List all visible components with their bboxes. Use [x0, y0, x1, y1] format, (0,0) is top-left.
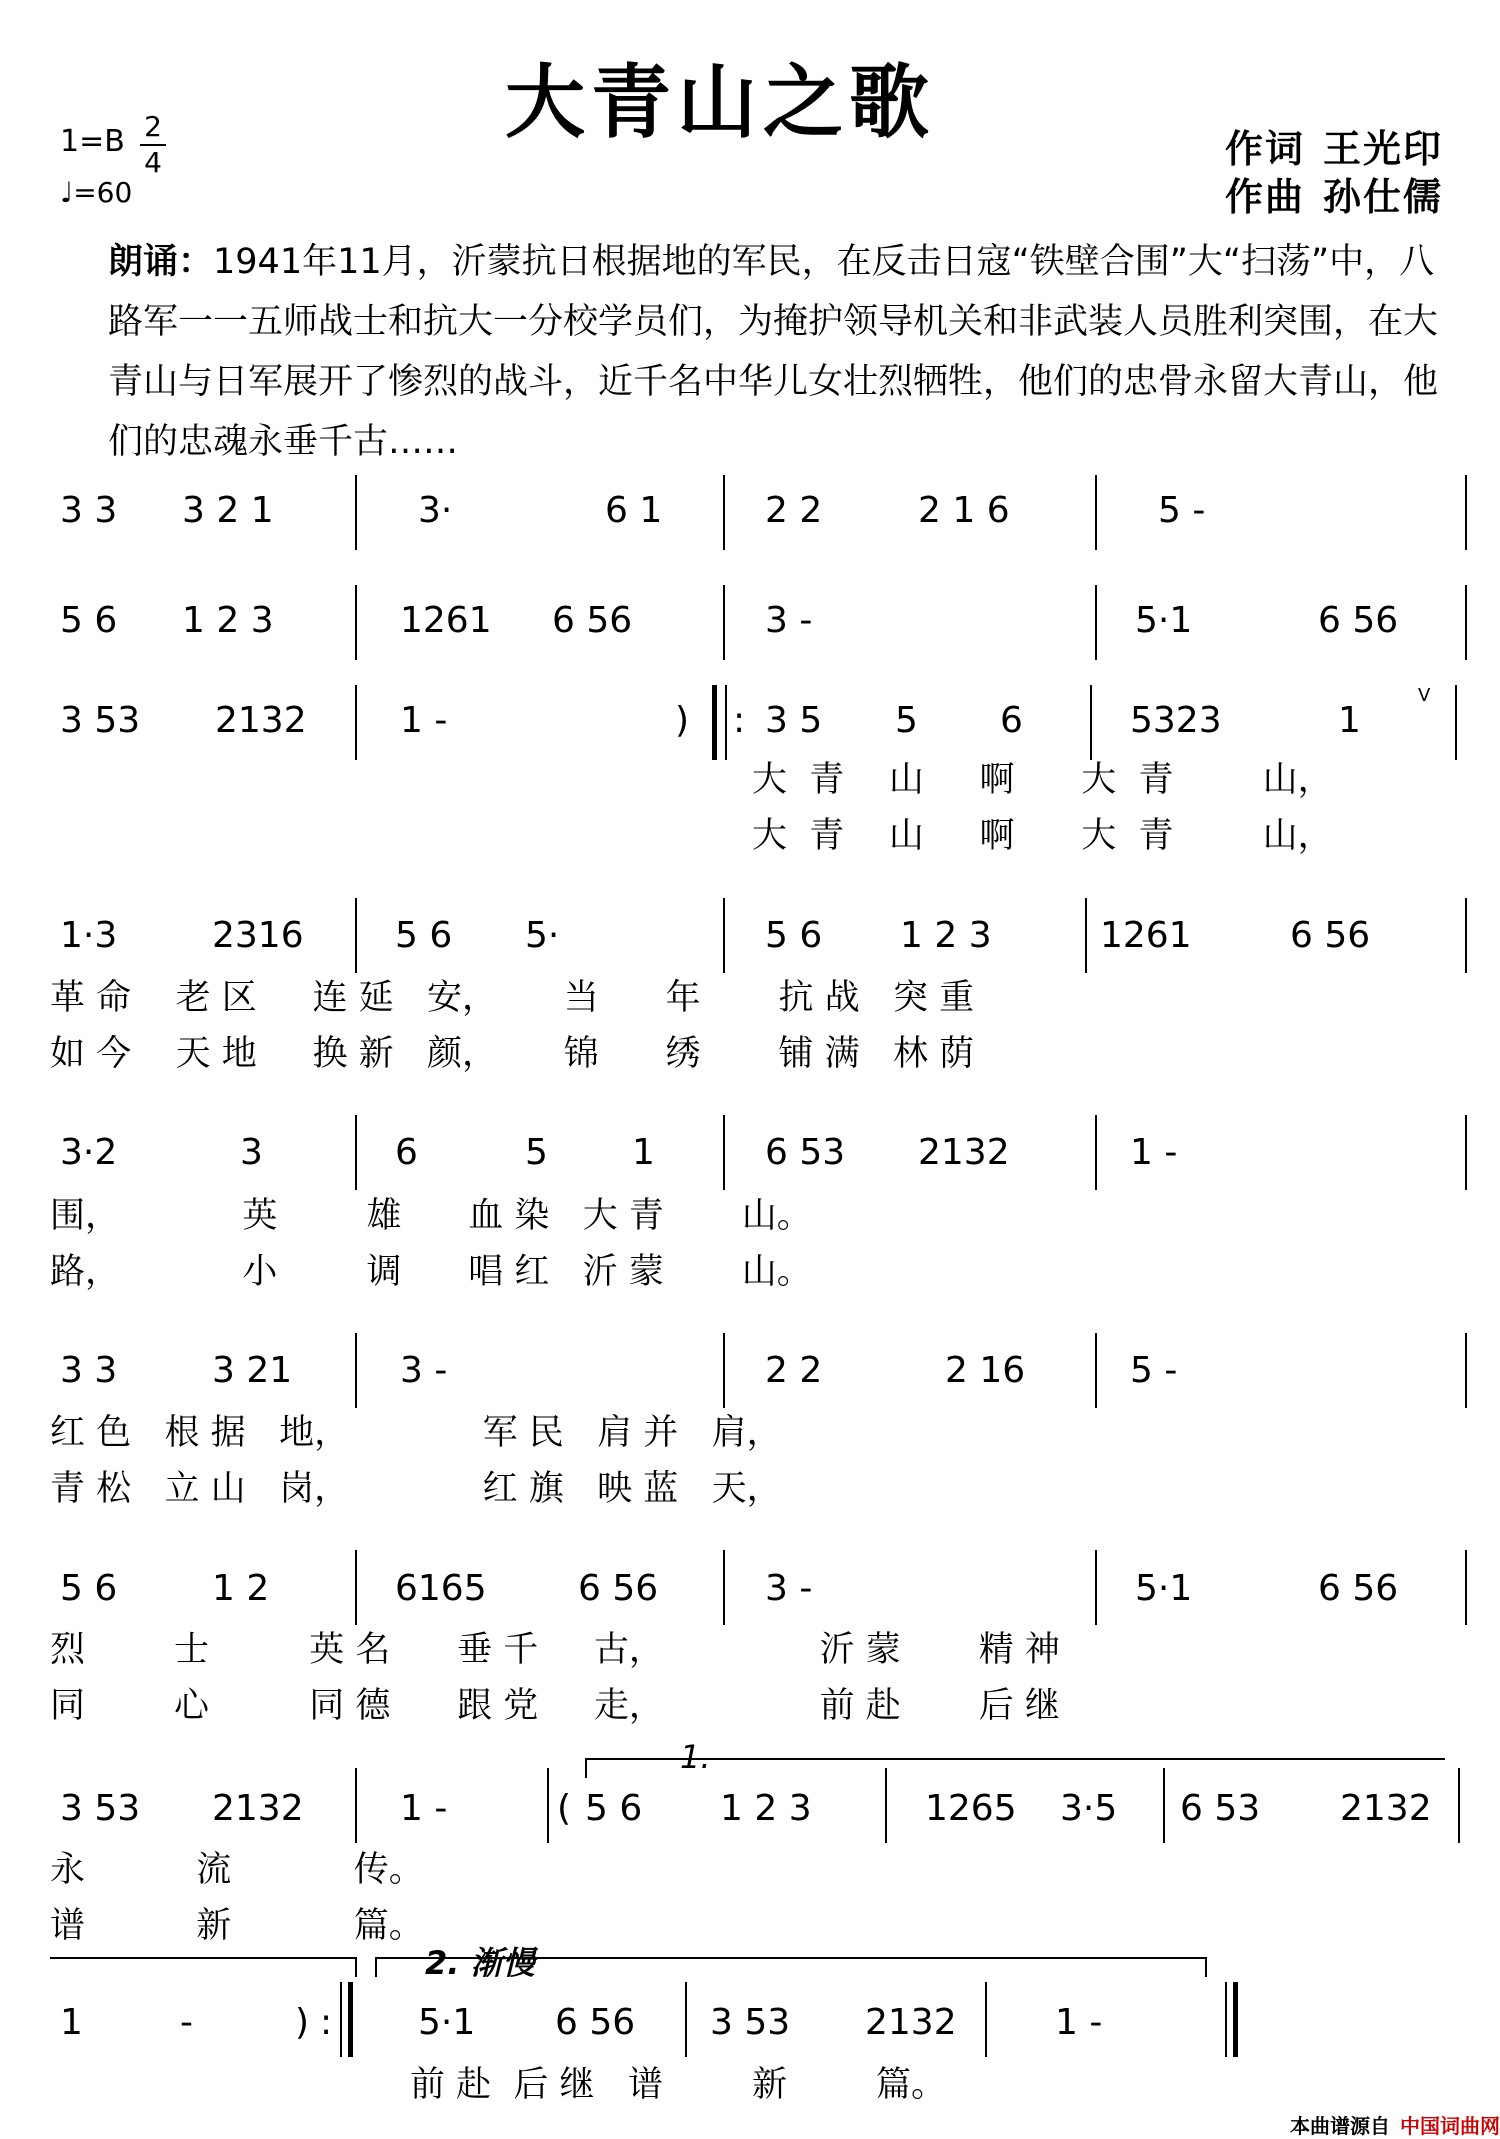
footer-site-link[interactable]: 中国词曲网	[1400, 2114, 1500, 2138]
notes-s1-m2b: 6 1	[605, 490, 663, 531]
lyrics-s5-v1: 围， 英 雄 血 染 大 青 山。	[50, 1196, 812, 1236]
notes-s9-m4: 1 -	[1055, 2002, 1103, 2043]
notes-s5-m4: 1 -	[1130, 1132, 1178, 1173]
lyrics-s3-v1: 大 青 山 啊 大 青 山，	[752, 760, 1333, 800]
notes-s5-m3a: 6 53	[765, 1132, 846, 1173]
notes-s4-m1a: 1·3	[60, 915, 118, 956]
notes-s5-m3b: 2132	[918, 1132, 1010, 1173]
notes-s5-m2a: 6	[395, 1132, 418, 1173]
notes-s3-m4b: 1	[1338, 700, 1361, 741]
lyrics-s7-v1: 烈 士 英 名 垂 千 古， 沂 蒙 精 神	[50, 1630, 1060, 1670]
notes-s4-m4a: 1261	[1100, 915, 1192, 956]
notes-s2-m4b: 6 56	[1318, 600, 1399, 641]
notes-s6-m4: 5 -	[1130, 1350, 1178, 1391]
volta-1-bracket	[585, 1758, 1445, 1760]
notes-s6-m2: 3 -	[400, 1350, 448, 1391]
notes-s8-m5b: 2132	[1340, 1788, 1432, 1829]
notes-s7-m1b: 1 2	[212, 1568, 270, 1609]
notes-s9-m1b: -	[180, 2002, 193, 2043]
notes-s7-m2b: 6 56	[578, 1568, 659, 1609]
notes-s2-m1a: 5 6	[60, 600, 118, 641]
song-title: 大青山之歌	[505, 56, 935, 149]
lyrics-s7-v2: 同 心 同 德 跟 党 走， 前 赴 后 继	[50, 1686, 1060, 1726]
volta-2-label: 2. 渐慢	[425, 1944, 535, 1982]
notes-s8-m3b: 1 2 3	[720, 1788, 812, 1829]
lyrics-s5-v2: 路， 小 调 唱 红 沂 蒙 山。	[50, 1252, 812, 1292]
notes-s3-m1a: 3 53	[60, 700, 141, 741]
time-bottom: 4	[144, 146, 162, 179]
notes-s3-m3c: 6	[1000, 700, 1023, 741]
lyrics-s6-v2: 青 松 立 山 岗， 红 旗 映 蓝 天，	[50, 1469, 782, 1509]
notes-s8-m2: 1 -	[400, 1788, 448, 1829]
notes-s2-m4a: 5·1	[1135, 600, 1193, 641]
notes-s3-m2: 1 -	[400, 700, 448, 741]
lyrics-s8-v1: 永 流 传。	[50, 1850, 424, 1890]
notes-s5-m1b: 3	[240, 1132, 263, 1173]
composer-credit: 作曲 孙仕儒	[1225, 175, 1444, 219]
notes-s9-paren-close: )	[295, 2002, 310, 2043]
final-bar	[1233, 1982, 1238, 2057]
notes-s1-m3b: 2 1 6	[918, 490, 1010, 531]
notes-s1-m2a: 3·	[418, 490, 453, 531]
notes-s5-m1a: 3·2	[60, 1132, 118, 1173]
notes-s8-m5a: 6 53	[1180, 1788, 1261, 1829]
recitation-text: 朗诵：1941年11月，沂蒙抗日根据地的军民，在反击日寇“铁壁合围”大“扫荡”中，八路军一一五师战士和抗大一分校学员们，为掩护领导机关和非武装人员胜利突围，在大青山与日军展开了惨烈的战斗，近千名中华儿女壮烈牺牲，他们的忠骨永留大青山，他们的忠魂永垂千古……	[108, 242, 1439, 462]
lyrics-s8-v2: 谱 新 篇。	[50, 1906, 424, 1946]
notes-s7-m3: 3 -	[765, 1568, 813, 1609]
repeat-start-bar	[712, 685, 717, 760]
notes-s8-m1b: 2132	[212, 1788, 304, 1829]
volta-1-label: 1.	[680, 1738, 711, 1776]
lyrics-s9-v1: 前 赴 后 继 谱 新 篇。	[410, 2065, 947, 2105]
lyrics-s6-v1: 红 色 根 据 地， 军 民 肩 并 肩，	[50, 1413, 782, 1453]
notes-s5-m2c: 1	[632, 1132, 655, 1173]
notes-s9-m2b: 6 56	[555, 2002, 636, 2043]
notes-s6-m1b: 3 21	[212, 1350, 293, 1391]
notes-s9-m3b: 2132	[865, 2002, 957, 2043]
breath-mark: V	[1418, 685, 1431, 706]
notes-s8-m3a: 5 6	[585, 1788, 643, 1829]
notes-s3-m1b: 2132	[215, 700, 307, 741]
notes-s8-m4a: 1265	[925, 1788, 1017, 1829]
notes-s7-m4b: 6 56	[1318, 1568, 1399, 1609]
tempo-marking: ♩=60	[60, 176, 133, 209]
notes-s2-m3: 3 -	[765, 600, 813, 641]
notes-s6-m1a: 3 3	[60, 1350, 118, 1391]
notes-s9-m3a: 3 53	[710, 2002, 791, 2043]
notes-s4-m3b: 1 2 3	[900, 915, 992, 956]
notes-s8-m1a: 3 53	[60, 1788, 141, 1829]
notes-s4-m1b: 2316	[212, 915, 304, 956]
notes-s3-m3b: 5	[895, 700, 918, 741]
notes-s2-m2a: 1261	[400, 600, 492, 641]
notes-s9-m2a: 5·1	[418, 2002, 476, 2043]
notes-s4-m4b: 6 56	[1290, 915, 1371, 956]
notes-s8-m4b: 3·5	[1060, 1788, 1118, 1829]
key-signature: 1=B	[60, 124, 125, 159]
notes-s4-m3a: 5 6	[765, 915, 823, 956]
lyrics-s4-v1: 革 命 老 区 连 延 安， 当 年 抗 战 突 重	[50, 978, 975, 1018]
notes-s3-m3a: 3 5	[765, 700, 823, 741]
notes-s2-m2b: 6 56	[552, 600, 633, 641]
notes-s3-m4a: 5323	[1130, 700, 1222, 741]
notes-s1-m1a: 3 3	[60, 490, 118, 531]
volta-1-continuation	[50, 1957, 355, 1959]
notes-s7-m1a: 5 6	[60, 1568, 118, 1609]
notes-s1-m3a: 2 2	[765, 490, 823, 531]
notes-s4-m2b: 5·	[525, 915, 560, 956]
time-signature	[140, 112, 166, 178]
notes-s7-m2a: 6165	[395, 1568, 487, 1609]
lyrics-s3-v2: 大 青 山 啊 大 青 山，	[752, 816, 1333, 856]
notes-s2-m1b: 1 2 3	[182, 600, 274, 641]
lyricist-credit: 作词 王光印	[1225, 127, 1444, 171]
footer-source: 本曲谱源自	[1290, 2114, 1390, 2138]
notes-s4-m2a: 5 6	[395, 915, 453, 956]
notes-s7-m4a: 5·1	[1135, 1568, 1193, 1609]
time-top: 2	[144, 110, 162, 143]
repeat-end-bar	[348, 1982, 353, 2057]
notes-s6-m3b: 2 16	[945, 1350, 1026, 1391]
notes-s8-paren-open: (	[557, 1788, 572, 1829]
notes-s1-m1b: 3 2 1	[182, 490, 274, 531]
notes-s3-m2-close: )	[675, 700, 690, 741]
quarter-note-icon: ♩	[60, 176, 74, 209]
lyrics-s4-v2: 如 今 天 地 换 新 颜， 锦 绣 铺 满 林 荫	[50, 1034, 975, 1074]
notes-s1-m4: 5 -	[1158, 490, 1206, 531]
notes-s6-m3a: 2 2	[765, 1350, 823, 1391]
notes-s9-m1a: 1	[60, 2002, 83, 2043]
notes-s5-m2b: 5	[525, 1132, 548, 1173]
